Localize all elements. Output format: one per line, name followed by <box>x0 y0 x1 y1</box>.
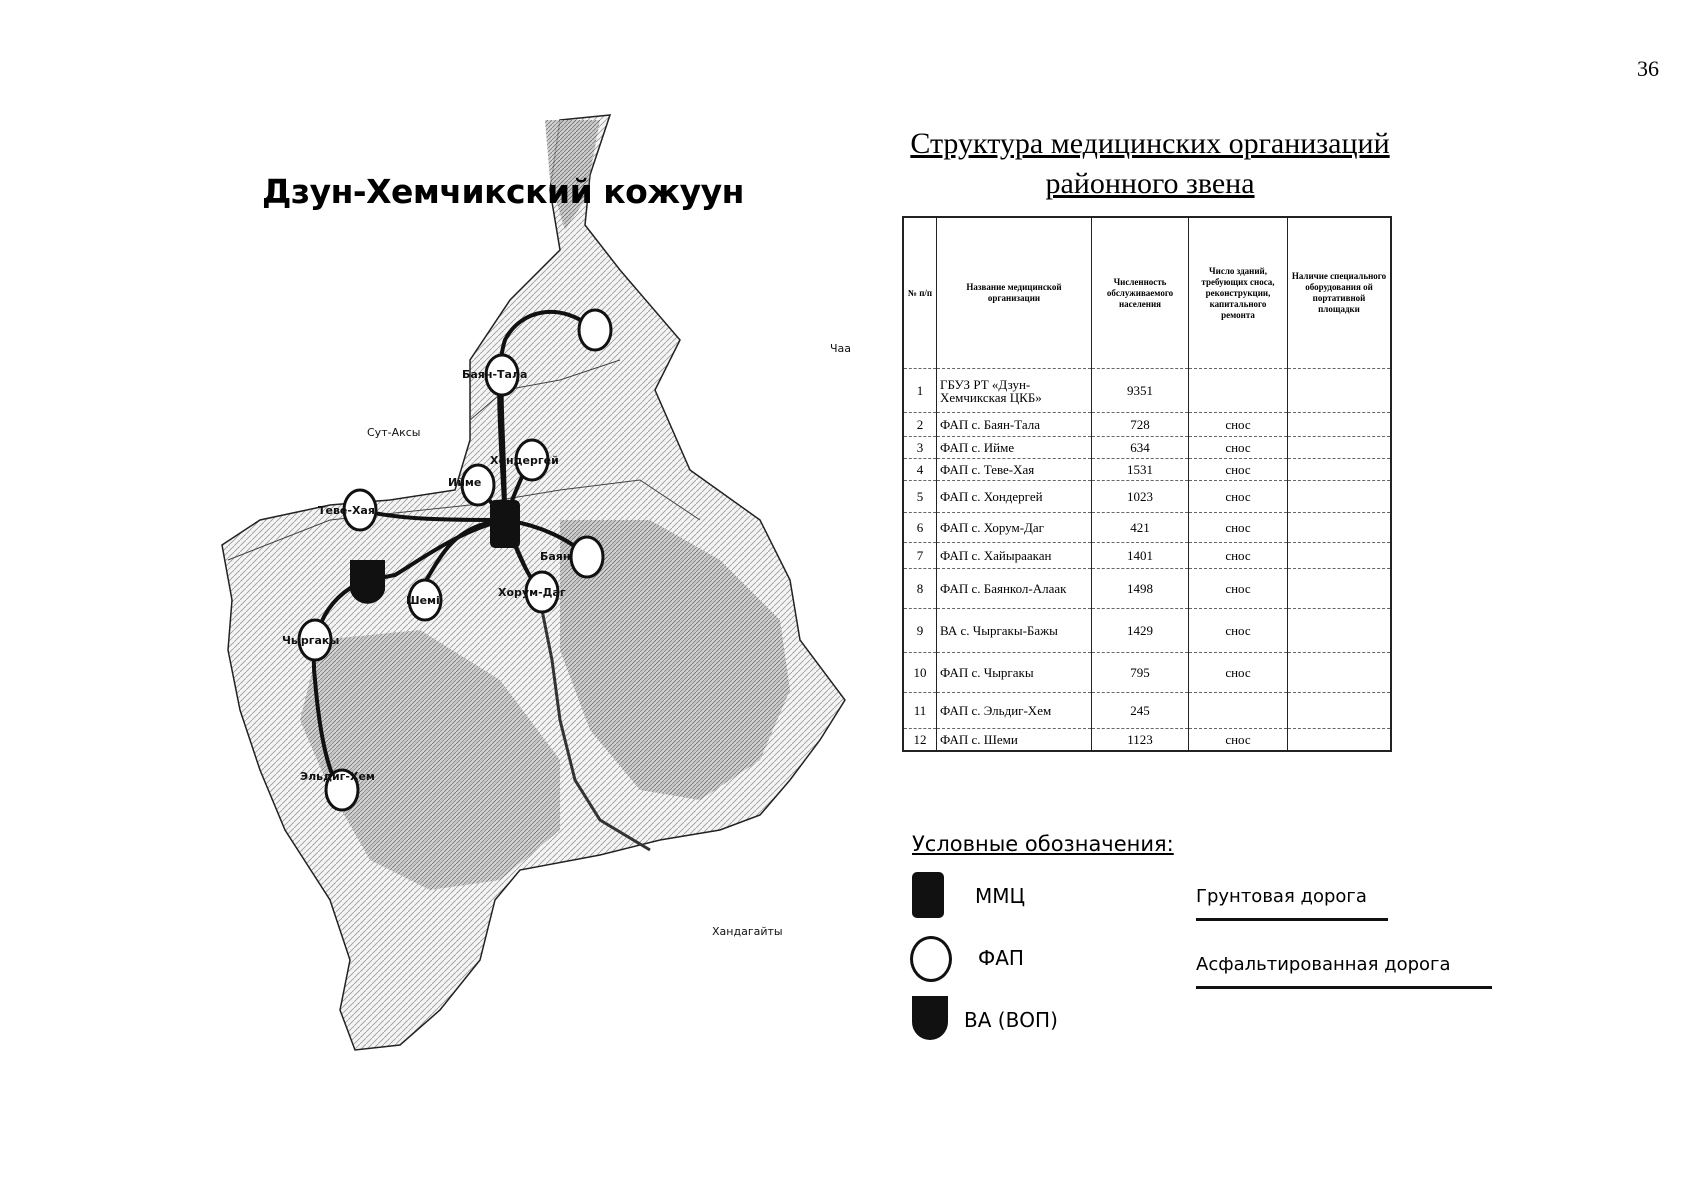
population: 245 <box>1092 693 1189 729</box>
equipment <box>1288 413 1392 437</box>
row-number: 9 <box>903 609 937 653</box>
place-label: Ийме <box>448 476 482 489</box>
org-name: ФАП с. Хайыраакан <box>937 543 1092 569</box>
place-label: Баян <box>540 550 571 563</box>
org-name: ВА с. Чыргакы-Бажы <box>937 609 1092 653</box>
org-name: ФАП с. Хорум-Даг <box>937 513 1092 543</box>
place-label: Сут-Аксы <box>367 426 421 439</box>
legend-title: Условные обозначения: <box>912 832 1174 856</box>
table-row <box>903 693 1391 729</box>
org-name: ФАП с. Ийме <box>937 437 1092 459</box>
table-row <box>903 481 1391 513</box>
org-name: ГБУЗ РТ «Дзун-Хемчикская ЦКБ» <box>937 369 1092 413</box>
page-number: 36 <box>1637 56 1659 81</box>
row-number: 2 <box>903 413 937 437</box>
place-label: Чаа <box>830 342 852 355</box>
equipment <box>1288 609 1392 653</box>
org-name: ФАП с. Хондергей <box>937 481 1092 513</box>
col-header-equipment: Наличие специального оборудования ой портативной площадки <box>1288 217 1392 369</box>
org-name: ФАП с. Теве-Хая <box>937 459 1092 481</box>
organizations-table <box>902 216 1392 752</box>
equipment <box>1288 459 1392 481</box>
row-number: 8 <box>903 569 937 609</box>
place-label: Хандагайты <box>712 925 783 938</box>
mmc-marker <box>490 500 520 548</box>
population: 1023 <box>1092 481 1189 513</box>
row-number: 11 <box>903 693 937 729</box>
equipment <box>1288 569 1392 609</box>
table-row <box>903 369 1391 413</box>
org-name: ФАП с. Чыргакы <box>937 653 1092 693</box>
equipment <box>1288 693 1392 729</box>
row-number: 6 <box>903 513 937 543</box>
org-name: ФАП с. Баянкол-Алаак <box>937 569 1092 609</box>
table-row <box>903 413 1391 437</box>
building-status: снос <box>1189 459 1288 481</box>
fap-marker <box>579 310 611 350</box>
building-status: снос <box>1189 729 1288 751</box>
population: 1531 <box>1092 459 1189 481</box>
row-number: 3 <box>903 437 937 459</box>
place-label: Шемі <box>406 594 440 607</box>
building-status: снос <box>1189 543 1288 569</box>
equipment <box>1288 543 1392 569</box>
legend-fap-label: ФАП <box>978 946 1024 970</box>
row-number: 10 <box>903 653 937 693</box>
building-status: снос <box>1189 513 1288 543</box>
table-row <box>903 729 1391 751</box>
col-header-number: № п/п <box>903 217 937 369</box>
legend-va-label: ВА (ВОП) <box>964 1008 1058 1032</box>
building-status <box>1189 693 1288 729</box>
place-label: Чыргакы <box>282 634 340 647</box>
population: 728 <box>1092 413 1189 437</box>
legend-va-icon <box>910 994 950 1042</box>
org-name: ФАП с. Баян-Тала <box>937 413 1092 437</box>
row-number: 4 <box>903 459 937 481</box>
legend-mmc-icon <box>912 872 944 918</box>
col-header-name: Название медицинской организации <box>937 217 1092 369</box>
org-name: ФАП с. Шеми <box>937 729 1092 751</box>
row-number: 7 <box>903 543 937 569</box>
table-row <box>903 513 1391 543</box>
equipment <box>1288 729 1392 751</box>
row-number: 12 <box>903 729 937 751</box>
table-title-line1: Структура медицинских организаций <box>910 127 1390 160</box>
equipment <box>1288 481 1392 513</box>
table-title-line2: районного звена <box>1045 167 1255 200</box>
building-status: снос <box>1189 481 1288 513</box>
legend-dirt-road-label: Грунтовая дорога <box>1196 886 1367 907</box>
population: 1429 <box>1092 609 1189 653</box>
place-label: Хорум-Даг <box>498 586 566 599</box>
population: 1123 <box>1092 729 1189 751</box>
equipment <box>1288 437 1392 459</box>
table-row <box>903 543 1391 569</box>
building-status <box>1189 369 1288 413</box>
row-number: 5 <box>903 481 937 513</box>
row-number: 1 <box>903 369 937 413</box>
table-row <box>903 437 1391 459</box>
place-label: Баян-Тала <box>462 368 528 381</box>
equipment <box>1288 653 1392 693</box>
table-row <box>903 609 1391 653</box>
table-header-row <box>903 217 1391 369</box>
table-row <box>903 569 1391 609</box>
table-row <box>903 459 1391 481</box>
population: 795 <box>1092 653 1189 693</box>
population: 1498 <box>1092 569 1189 609</box>
legend-mmc-label: ММЦ <box>975 884 1026 908</box>
legend-fap-icon <box>910 936 952 982</box>
building-status: снос <box>1189 653 1288 693</box>
org-name: ФАП с. Эльдиг-Хем <box>937 693 1092 729</box>
building-status: снос <box>1189 413 1288 437</box>
legend-dirt-road-line <box>1196 918 1388 921</box>
table-title <box>880 124 1420 204</box>
col-header-population: Численность обслуживаемого населения <box>1092 217 1189 369</box>
building-status: снос <box>1189 609 1288 653</box>
legend-asphalt-road-line <box>1196 986 1492 989</box>
building-status: снос <box>1189 569 1288 609</box>
building-status: снос <box>1189 437 1288 459</box>
legend-asphalt-road-label: Асфальтированная дорога <box>1196 954 1451 975</box>
place-label: Эльдиг-Хем <box>300 770 375 783</box>
equipment <box>1288 369 1392 413</box>
place-label: Хондергей <box>490 454 559 467</box>
population: 9351 <box>1092 369 1189 413</box>
place-label: Теве-Хая <box>318 504 375 517</box>
va-marker <box>350 560 385 604</box>
fap-marker <box>571 537 603 577</box>
population: 1401 <box>1092 543 1189 569</box>
population: 421 <box>1092 513 1189 543</box>
equipment <box>1288 513 1392 543</box>
map-title: Дзун-Хемчикский кожуун <box>262 172 744 211</box>
col-header-buildings: Число зданий, требующих сноса, реконструкции, капитального ремонта <box>1189 217 1288 369</box>
population: 634 <box>1092 437 1189 459</box>
table-row <box>903 653 1391 693</box>
